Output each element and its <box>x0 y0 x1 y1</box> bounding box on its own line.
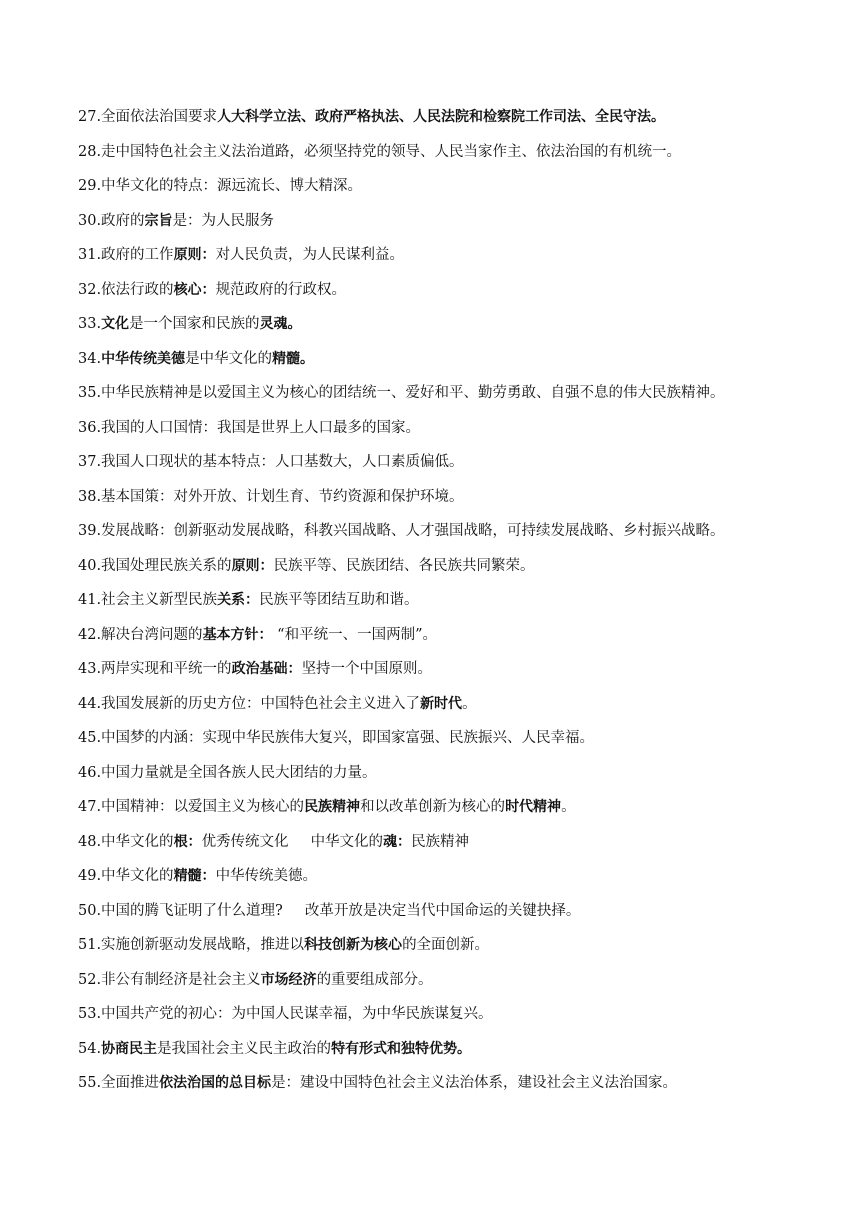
item-text: 37.我国人口现状的基本特点：人口基数大，人口素质偏低。 <box>78 454 464 470</box>
item-text: 38.基本国策：对外开放、计划生育、节约资源和保护环境。 <box>78 488 464 505</box>
list-item <box>78 349 838 369</box>
list-item <box>78 521 838 541</box>
item-text: 民族平等、民族团结、各民族共同繁荣。 <box>273 557 535 574</box>
list-item <box>78 211 838 231</box>
list-item <box>78 383 838 403</box>
bold-term: 核心： <box>173 281 216 298</box>
bold-term: 新时代 <box>420 695 463 712</box>
item-text: 54. <box>78 1040 102 1057</box>
item-text: 30.政府的 <box>78 212 145 229</box>
item-text: 43.两岸实现和平统一的 <box>78 661 232 677</box>
list-item <box>78 797 838 817</box>
list-item <box>78 107 838 127</box>
item-text: 47.中国精神：以爱国主义为核心的 <box>78 799 305 815</box>
item-text: 36.我国的人口国情：我国是世界上人口最多的国家。 <box>78 419 421 436</box>
bold-term: 中华传统美德 <box>101 350 186 367</box>
item-text: 51.实施创新驱动发展战略，推进以 <box>78 937 305 953</box>
list-item <box>78 418 838 438</box>
bold-term: 政治基础： <box>231 661 302 677</box>
bold-term: 科技创新为核心 <box>304 937 403 953</box>
list-item <box>78 1073 838 1093</box>
item-text: 的全面创新。 <box>402 937 490 953</box>
item-text: 55.全面推进 <box>78 1075 160 1091</box>
item-text: 33. <box>78 316 102 332</box>
item-text: 改革开放是决定当代中国命运的关键抉择。 <box>304 902 581 919</box>
item-text: “和平统一、一国两制”。 <box>272 626 437 643</box>
bold-term: 民族精神 <box>304 799 361 815</box>
bold-term: 宗旨 <box>144 212 173 229</box>
item-text: 坚持一个中国原则。 <box>301 661 433 677</box>
item-text: 34. <box>78 350 102 367</box>
bold-term: 基本方针： <box>202 626 273 643</box>
list-item <box>78 901 838 921</box>
list-item <box>78 142 838 162</box>
item-text: 53.中国共产党的初心：为中国人民谋幸福，为中华民族谋复兴。 <box>78 1006 493 1022</box>
item-text: 的重要组成部分。 <box>316 971 433 988</box>
bold-term: 依法治国的总目标 <box>159 1075 272 1091</box>
item-text: 28.走中国特色社会主义法治道路，必须坚持党的领导、人民当家作主、依法治国的有机统一。 <box>78 143 682 160</box>
bold-term: 特有形式和独特优势。 <box>331 1040 472 1057</box>
item-text: 52.非公有制经济是社会主义 <box>78 971 261 988</box>
list-item <box>78 280 838 300</box>
bold-term: 魂： <box>383 833 412 850</box>
list-item <box>78 763 838 783</box>
list-item <box>78 659 838 679</box>
bold-term: 市场经济 <box>260 971 317 988</box>
list-item <box>78 176 838 196</box>
item-text: 规范政府的行政权。 <box>215 281 347 298</box>
list-item <box>78 866 838 886</box>
item-text: 。 <box>561 799 576 815</box>
item-text: 46.中国力量就是全国各族人民大团结的力量。 <box>78 764 377 781</box>
item-text: 32.依法行政的 <box>78 281 174 298</box>
item-text: 39.发展战略：创新驱动发展战略，科教兴国战略、人才强国战略，可持续发展战略、乡村振兴战略。 <box>78 523 725 539</box>
item-text: 35.中华民族精神是以爱国主义为核心的团结统一、爱好和平、勤劳勇敢、自强不息的伟大民族精神。 <box>78 385 725 401</box>
item-text: 对人民负责，为人民谋利益。 <box>215 247 405 263</box>
list-item <box>78 625 838 645</box>
item-text: 是一个国家和民族的 <box>129 316 260 332</box>
item-text: 优秀传统文化 <box>201 833 289 850</box>
list-item <box>78 556 838 576</box>
list-item <box>78 694 838 714</box>
item-text: 44.我国发展新的历史方位：中国特色社会主义进入了 <box>78 695 421 712</box>
item-text: 中华文化的 <box>310 833 384 850</box>
item-text: 48.中华文化的 <box>78 833 174 850</box>
list-item <box>78 452 838 472</box>
bold-term: 原则： <box>173 247 216 263</box>
item-text: 42.解决台湾问题的 <box>78 626 203 643</box>
bold-term: 精髓。 <box>272 350 315 367</box>
item-text: 民族精神 <box>411 833 470 850</box>
list-item <box>78 728 838 748</box>
bold-term: 人大科学立法、政府严格执法、人民法院和检察院工作司法、全民守法。 <box>217 109 666 125</box>
item-text: 是：为人民服务 <box>172 212 275 229</box>
item-text: 45.中国梦的内涵：实现中华民族伟大复兴，即国家富强、民族振兴、人民幸福。 <box>78 730 595 746</box>
bold-term: 原则： <box>231 557 274 574</box>
list-item <box>78 970 838 990</box>
item-text: 29.中华文化的特点：源远流长、博大精深。 <box>78 178 363 194</box>
bold-term: 关系： <box>217 592 260 608</box>
item-text: 27.全面依法治国要求 <box>78 109 218 125</box>
item-text: 50.中国的腾飞证明了什么道理? <box>78 902 283 919</box>
list-item <box>78 832 838 852</box>
list-item <box>78 314 838 334</box>
list-item <box>78 935 838 955</box>
item-text: 。 <box>462 695 477 712</box>
bold-term: 灵魂。 <box>259 316 302 332</box>
list-item <box>78 487 838 507</box>
list-item <box>78 1004 838 1024</box>
bold-term: 协商民主 <box>101 1040 158 1057</box>
list-item <box>78 1039 838 1059</box>
bold-term: 时代精神 <box>505 799 562 815</box>
item-text: 41.社会主义新型民族 <box>78 592 218 608</box>
item-text: 和以改革创新为核心的 <box>360 799 506 815</box>
item-text: 40.我国处理民族关系的 <box>78 557 232 574</box>
item-text: 中华传统美德。 <box>215 868 318 884</box>
item-text: 31.政府的工作 <box>78 247 174 263</box>
bold-term: 精髓： <box>173 868 216 884</box>
bold-term: 文化 <box>101 316 130 332</box>
item-text: 49.中华文化的 <box>78 868 174 884</box>
item-text: 是：建设中国特色社会主义法治体系，建设社会主义法治国家。 <box>271 1075 678 1091</box>
item-text: 是中华文化的 <box>185 350 273 367</box>
list-item <box>78 590 838 610</box>
item-text: 民族平等团结互助和谐。 <box>259 592 419 608</box>
list-item <box>78 245 838 265</box>
bold-term: 根： <box>173 833 202 850</box>
item-text: 是我国社会主义民主政治的 <box>157 1040 332 1057</box>
